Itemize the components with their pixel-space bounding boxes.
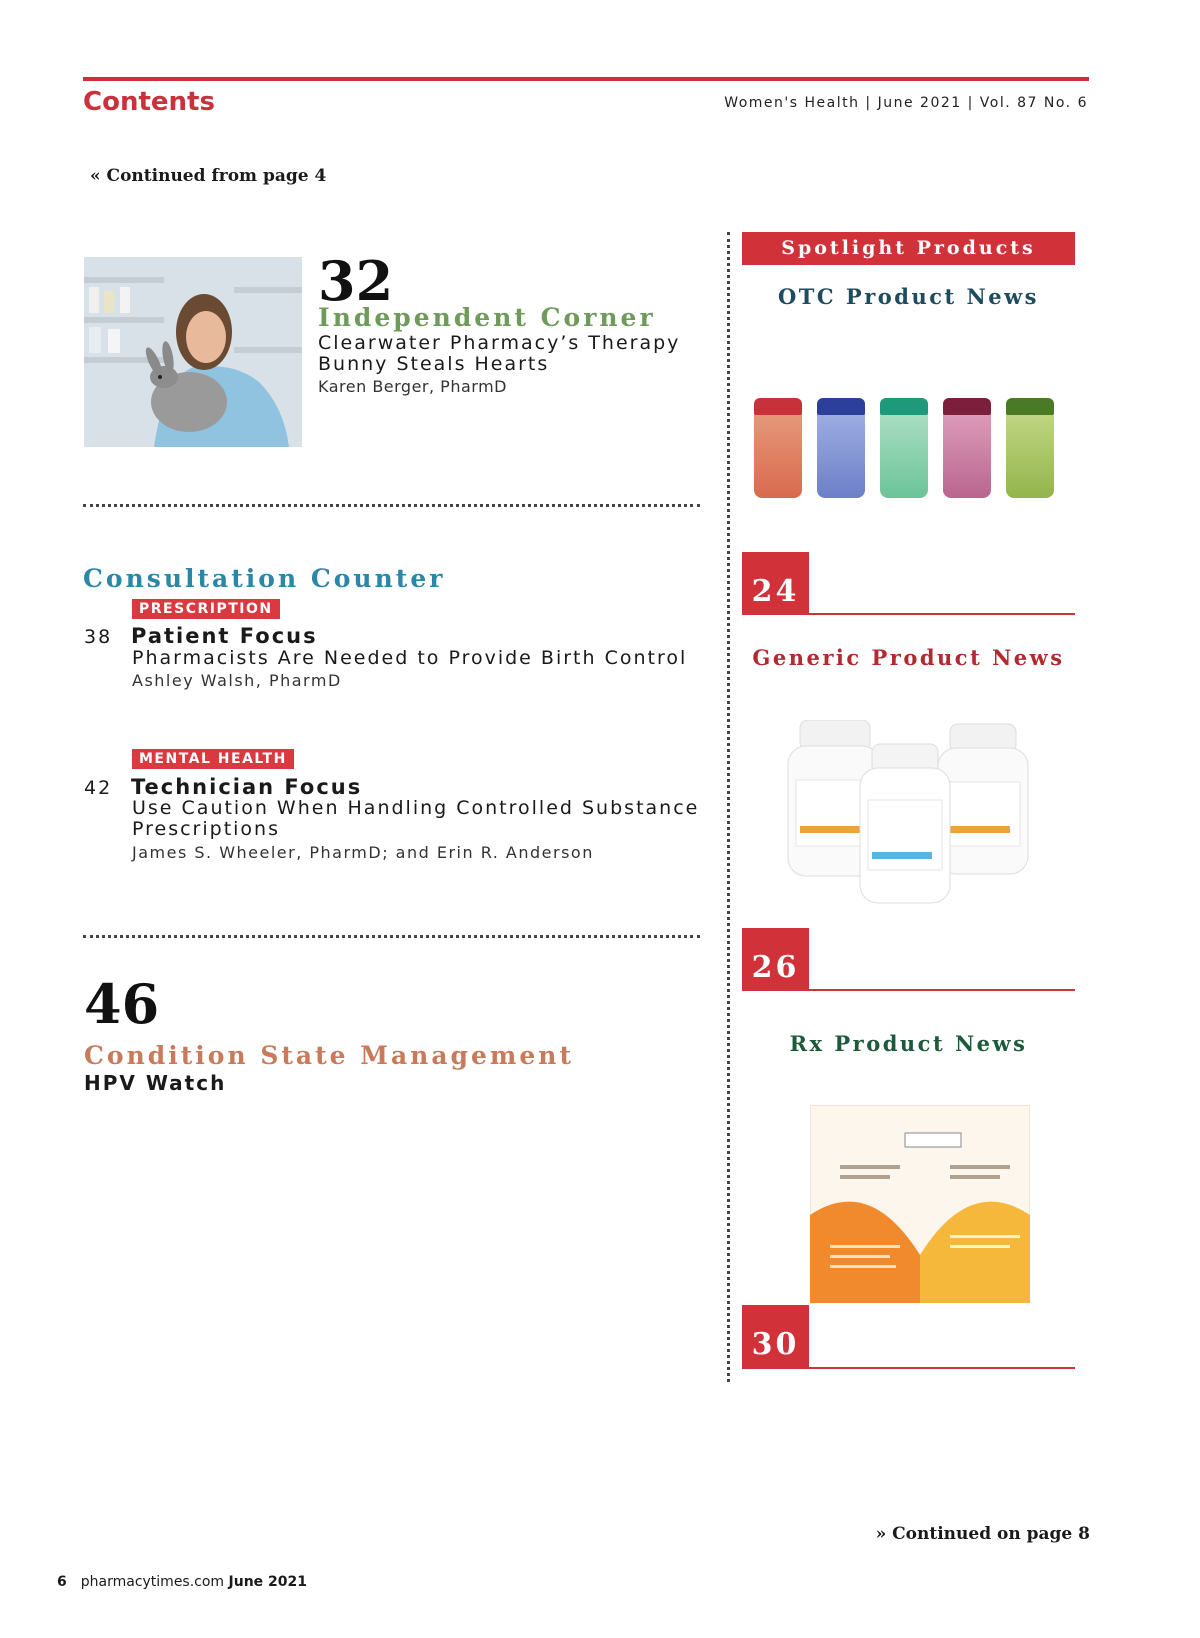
continued-on-link[interactable]: » Continued on page 8 <box>875 1524 1090 1544</box>
supplement-bottles-photo <box>750 393 1070 508</box>
generic-news-heading[interactable]: Generic Product News <box>752 645 1065 670</box>
otc-news-heading[interactable]: OTC Product News <box>777 284 1039 309</box>
pharmacist-with-rabbit-photo <box>84 257 302 447</box>
article-headline-line: Use Caution When Handling Controlled Substance <box>132 797 700 819</box>
rx-page-number[interactable]: 30 <box>742 1305 809 1368</box>
otc-page-number[interactable]: 24 <box>742 552 809 615</box>
patient-focus-author: Ashley Walsh, PharmD <box>132 671 342 690</box>
hpv-watch-subtitle: HPV Watch <box>84 1071 227 1095</box>
feature-headline-line: Clearwater Pharmacy’s Therapy <box>318 332 681 354</box>
issue-info: Women's Health | June 2021 | Vol. 87 No. 6 <box>724 95 1088 111</box>
continued-from-link[interactable]: « Continued from page 4 <box>90 166 327 186</box>
feature-headline-line: Bunny Steals Hearts <box>318 353 550 375</box>
feature-page-number: 32 <box>318 249 394 313</box>
footer-page-number: 6 <box>57 1574 67 1590</box>
footer-site[interactable]: pharmacytimes.com <box>80 1574 225 1590</box>
article-headline-line: Prescriptions <box>132 818 280 840</box>
page-rule <box>742 989 1075 991</box>
page-title: Contents <box>83 87 215 117</box>
rx-news-heading[interactable]: Rx Product News <box>789 1031 1028 1056</box>
condition-page-number: 46 <box>84 972 160 1036</box>
feature-headline[interactable] <box>318 333 680 375</box>
spotlight-banner: Spotlight Products <box>742 232 1075 265</box>
prescription-tag: PRESCRIPTION <box>132 599 280 619</box>
cabenuva-box-photo <box>810 1105 1030 1303</box>
header-rule <box>83 77 1089 81</box>
footer-date: June 2021 <box>228 1574 308 1590</box>
condition-state-title[interactable]: Condition State Management <box>84 1041 574 1070</box>
generic-page-number[interactable]: 26 <box>742 928 809 991</box>
section-divider <box>83 935 700 938</box>
page-rule <box>742 1367 1075 1369</box>
article-page-number: 38 <box>84 626 113 648</box>
column-divider <box>727 232 730 1382</box>
feature-author: Karen Berger, PharmD <box>318 377 507 396</box>
technician-focus-headline[interactable] <box>132 798 699 840</box>
article-headline-line: Pharmacists Are Needed to Provide Birth Control <box>132 647 688 669</box>
independent-corner-title: Independent Corner <box>318 303 656 332</box>
page-rule <box>742 613 1075 615</box>
article-page-number: 42 <box>84 777 113 799</box>
section-divider <box>83 504 700 507</box>
patient-focus-headline[interactable] <box>132 648 687 669</box>
consultation-counter-title: Consultation Counter <box>83 564 446 593</box>
mental-health-tag: MENTAL HEALTH <box>132 749 294 769</box>
patient-focus-kicker: Patient Focus <box>131 624 318 648</box>
technician-focus-author: James S. Wheeler, PharmD; and Erin R. Anderson <box>132 843 594 862</box>
potassium-citrate-bottles-photo <box>780 720 1040 910</box>
footer <box>57 1574 307 1590</box>
technician-focus-kicker: Technician Focus <box>131 775 363 799</box>
